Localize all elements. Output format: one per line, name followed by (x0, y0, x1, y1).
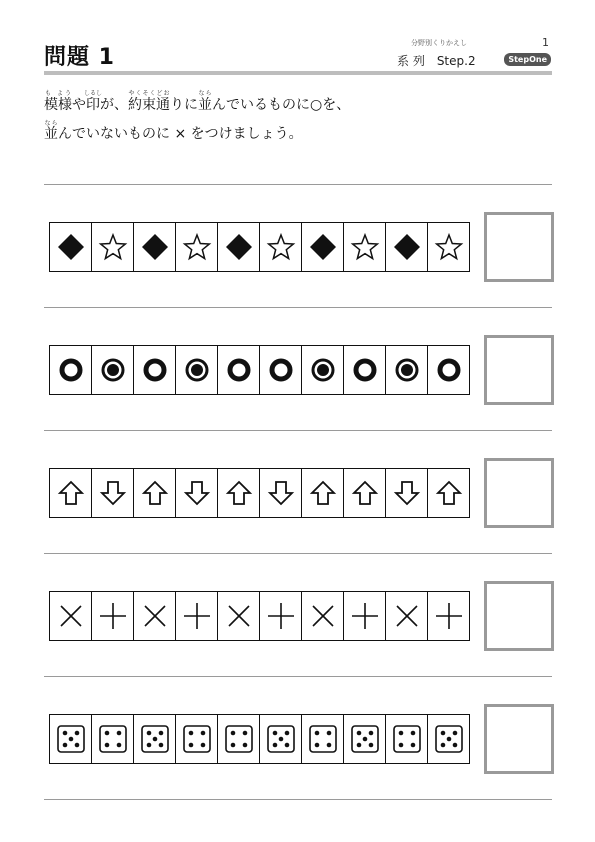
thick-ring-icon (223, 354, 255, 386)
cross-icon (139, 600, 171, 632)
instruction-text: りに (170, 97, 198, 113)
pattern-cell (176, 592, 218, 640)
pattern-cell (302, 469, 344, 517)
pattern-cell (302, 592, 344, 640)
pattern-cell (50, 346, 92, 394)
circle-row (49, 345, 470, 395)
thick-ring-icon (349, 354, 381, 386)
dice-4-icon (181, 723, 213, 755)
thick-ring-icon (265, 354, 297, 386)
pattern-cell (50, 715, 92, 763)
pattern-cell (176, 715, 218, 763)
pattern-cell (428, 223, 469, 271)
pattern-cell (134, 592, 176, 640)
dice-5-icon (433, 723, 465, 755)
plus-icon (97, 600, 129, 632)
thick-ring-icon (433, 354, 465, 386)
dice-5-icon (349, 723, 381, 755)
plus-icon (349, 600, 381, 632)
pattern-cell (176, 223, 218, 271)
plus-icon (265, 600, 297, 632)
cross-icon (55, 600, 87, 632)
pattern-cell (302, 223, 344, 271)
category-label: 分野別くりかえし (411, 39, 467, 47)
pattern-cell (134, 469, 176, 517)
answer-box[interactable] (484, 581, 554, 651)
pattern-cell (218, 346, 260, 394)
instruction-line-2 (44, 120, 303, 142)
furigana-word: 並なら (198, 90, 212, 113)
page-number: 1 (542, 36, 549, 49)
furigana-word: 模様も よう (44, 90, 72, 113)
up-arrow-icon (307, 477, 339, 509)
row-separator (44, 430, 552, 431)
bullseye-icon (391, 354, 423, 386)
answer-box[interactable] (484, 458, 554, 528)
pattern-cell (50, 469, 92, 517)
row-separator (44, 799, 552, 800)
header-rule (44, 71, 552, 75)
diamond-icon (55, 231, 87, 263)
pattern-cell (302, 715, 344, 763)
star-icon (265, 231, 297, 263)
answer-box[interactable] (484, 335, 554, 405)
pattern-cell (260, 346, 302, 394)
dice-5-icon (139, 723, 171, 755)
thick-ring-icon (55, 354, 87, 386)
dice-5-icon (55, 723, 87, 755)
pattern-cell (218, 715, 260, 763)
plus-icon (181, 600, 213, 632)
pattern-cell (92, 715, 134, 763)
star-icon (97, 231, 129, 263)
up-arrow-icon (349, 477, 381, 509)
bullseye-icon (97, 354, 129, 386)
up-arrow-icon (433, 477, 465, 509)
furigana-word: 印しるし (84, 90, 103, 113)
dice-5-icon (265, 723, 297, 755)
pattern-cell (386, 715, 428, 763)
dice-4-icon (223, 723, 255, 755)
row-separator (44, 553, 552, 554)
thick-ring-icon (139, 354, 171, 386)
instruction-line-1 (44, 90, 350, 113)
pattern-cell (92, 223, 134, 271)
pattern-cell (218, 469, 260, 517)
row-separator (44, 676, 552, 677)
pattern-cell (92, 469, 134, 517)
pattern-cell (92, 346, 134, 394)
instruction-text: や (72, 97, 86, 113)
pattern-cell (134, 715, 176, 763)
pattern-cell (428, 715, 469, 763)
pattern-cell (386, 346, 428, 394)
instruction-text: が、 (100, 97, 128, 113)
star-icon (181, 231, 213, 263)
dice-4-icon (391, 723, 423, 755)
pattern-cell (134, 346, 176, 394)
diamond-star-row (49, 222, 470, 272)
series-label: 系 列 Step.2 (397, 54, 476, 68)
row-separator (44, 307, 552, 308)
down-arrow-icon (97, 477, 129, 509)
pattern-cell (302, 346, 344, 394)
dice-4-icon (307, 723, 339, 755)
furigana-word: 約束通やくそくどお (128, 90, 170, 113)
pattern-cell (344, 715, 386, 763)
bullseye-icon (307, 354, 339, 386)
instruction-text: んでいるものに○を、 (212, 97, 351, 113)
pattern-cell (344, 469, 386, 517)
cross-icon (223, 600, 255, 632)
star-icon (433, 231, 465, 263)
pattern-cell (260, 715, 302, 763)
pattern-cell (260, 469, 302, 517)
pattern-cell (386, 592, 428, 640)
pattern-cell (218, 592, 260, 640)
row-separator (44, 184, 552, 185)
furigana-word: 並なら (44, 120, 58, 142)
bullseye-icon (181, 354, 213, 386)
cross-icon (307, 600, 339, 632)
pattern-cell (428, 469, 469, 517)
pattern-cell (92, 592, 134, 640)
stepone-badge: StepOne (504, 53, 551, 66)
down-arrow-icon (391, 477, 423, 509)
arrow-row (49, 468, 470, 518)
diamond-icon (391, 231, 423, 263)
pattern-cell (428, 346, 469, 394)
plus-icon (433, 600, 465, 632)
pattern-cell (134, 223, 176, 271)
pattern-cell (260, 592, 302, 640)
down-arrow-icon (181, 477, 213, 509)
dice-4-icon (97, 723, 129, 755)
pattern-cell (344, 346, 386, 394)
dice-row (49, 714, 470, 764)
pattern-cell (428, 592, 469, 640)
diamond-icon (223, 231, 255, 263)
pattern-cell (50, 223, 92, 271)
cross-icon (391, 600, 423, 632)
pattern-cell (344, 592, 386, 640)
instruction-text: んでいないものに × をつけましょう。 (58, 126, 303, 142)
answer-box[interactable] (484, 704, 554, 774)
page-title: 問題 1 (44, 45, 115, 70)
up-arrow-icon (223, 477, 255, 509)
pattern-cell (50, 592, 92, 640)
pattern-cell (218, 223, 260, 271)
up-arrow-icon (55, 477, 87, 509)
pattern-cell (386, 469, 428, 517)
pattern-cell (386, 223, 428, 271)
answer-box[interactable] (484, 212, 554, 282)
star-icon (349, 231, 381, 263)
cross-plus-row (49, 591, 470, 641)
diamond-icon (307, 231, 339, 263)
down-arrow-icon (265, 477, 297, 509)
pattern-cell (176, 346, 218, 394)
up-arrow-icon (139, 477, 171, 509)
diamond-icon (139, 231, 171, 263)
pattern-cell (176, 469, 218, 517)
pattern-cell (344, 223, 386, 271)
header-meta (391, 38, 551, 68)
pattern-cell (260, 223, 302, 271)
